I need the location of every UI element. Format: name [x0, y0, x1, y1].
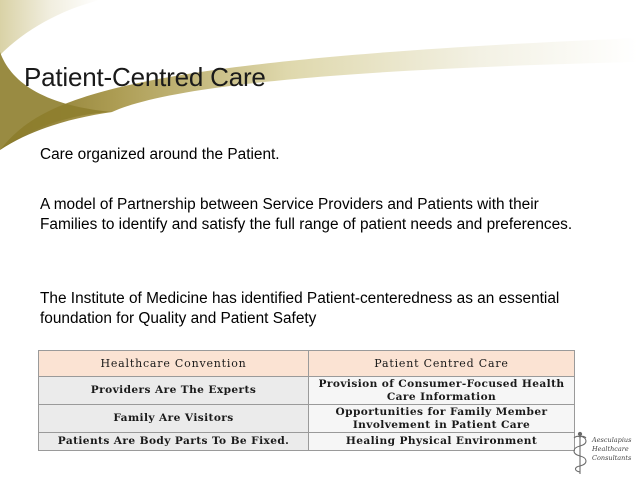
paragraph-institute-of-medicine: The Institute of Medicine has identified Patient-centeredness as an essential foundation for Quality and Patient Safety	[40, 290, 560, 327]
column-header-patient-centred-care: Patient Centred Care	[309, 351, 575, 377]
table-cell: Patients Are Body Parts To Be Fixed.	[39, 433, 309, 451]
table-cell: Family Are Visitors	[39, 405, 309, 433]
table-row	[39, 377, 575, 405]
table-row	[39, 405, 575, 433]
paragraph-partnership-model: A model of Partnership between Service Providers and Patients with their Families to identify and satisfy the full range of patient needs and preferences.	[40, 196, 573, 233]
table-cell: Opportunities for Family Member Involvement in Patient Care	[309, 405, 575, 433]
table-cell: Providers Are The Experts	[39, 377, 309, 405]
column-header-healthcare-convention: Healthcare Convention	[39, 351, 309, 377]
table-cell: Provision of Consumer-Focused Health Care Information	[309, 377, 575, 405]
logo-text-line: Aesculapius	[592, 436, 632, 444]
table-row	[39, 433, 575, 451]
logo-text-line: Healthcare	[592, 445, 629, 453]
table-cell: Healing Physical Environment	[309, 433, 575, 451]
paragraph-care-organized: Care organized around the Patient.	[40, 146, 280, 163]
slide-title: Patient-Centred Care	[24, 62, 266, 92]
table-header-row	[39, 351, 575, 377]
comparison-table	[38, 350, 575, 451]
logo-text-line: Consultants	[592, 454, 632, 462]
